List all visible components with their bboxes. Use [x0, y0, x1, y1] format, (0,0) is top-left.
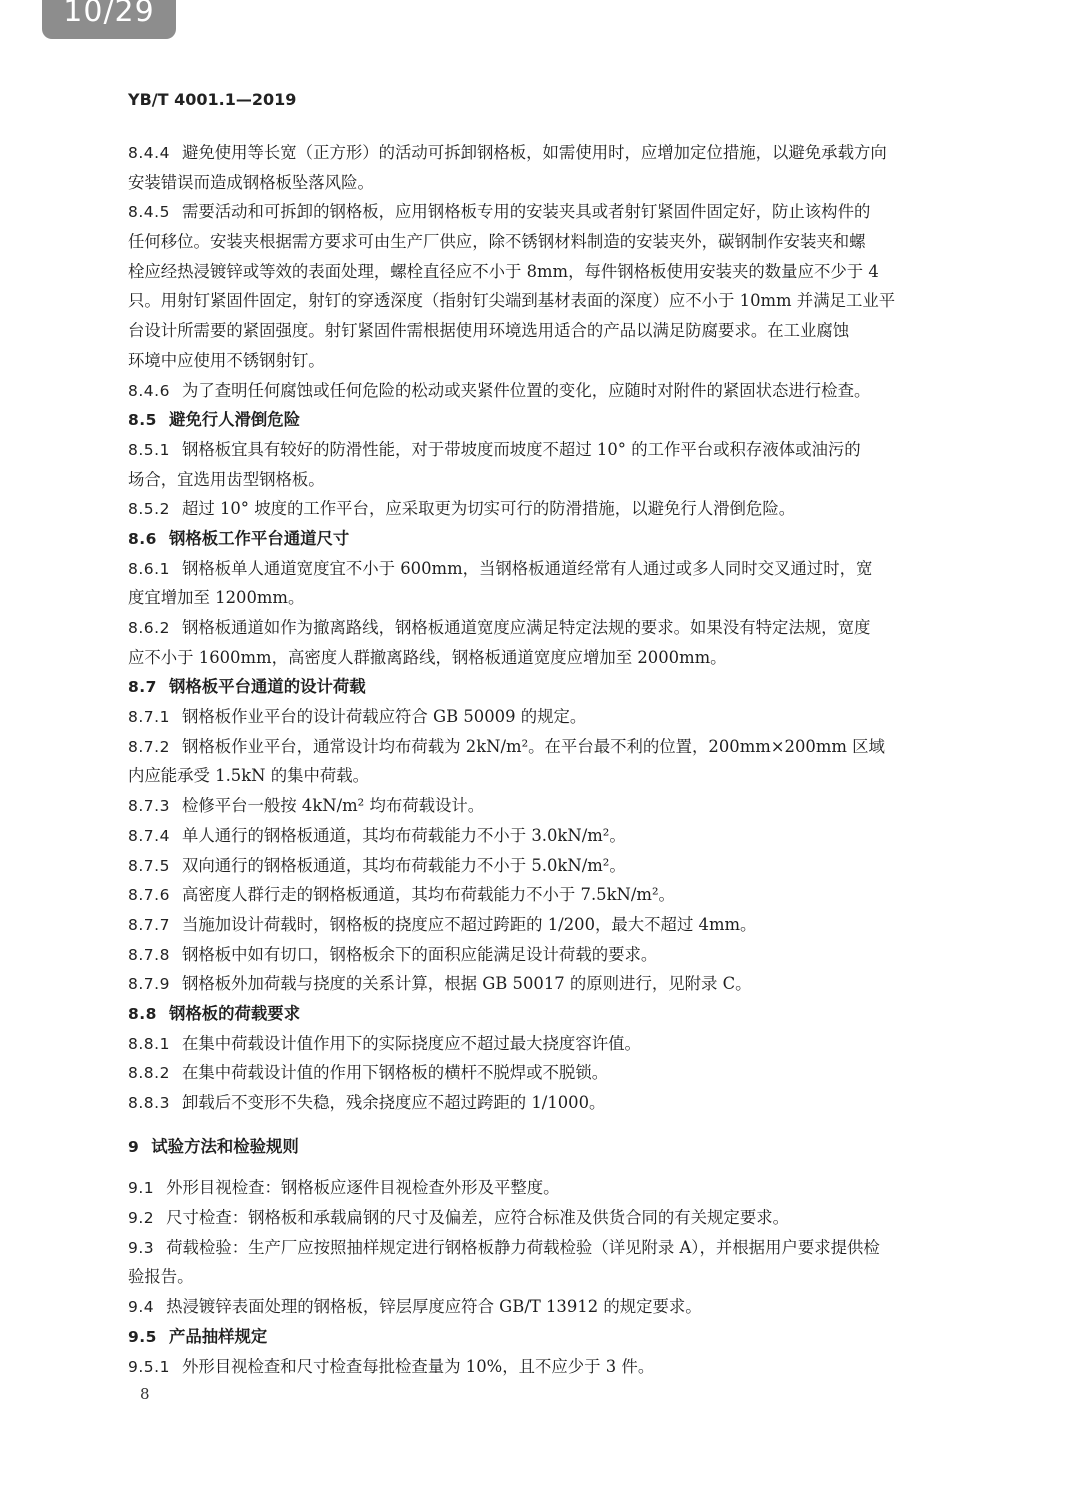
clause-text: 度宜增加至 1200mm。	[128, 588, 305, 608]
clause-text: 试验方法和检验规则	[151, 1136, 299, 1156]
clause-number: 8.6	[128, 529, 157, 548]
page-indicator: 10/29	[42, 0, 176, 39]
document-body	[128, 138, 984, 1381]
clause-text: 钢格板的荷载要求	[168, 1003, 301, 1023]
clause-number: 9.2	[128, 1209, 155, 1228]
section-heading	[128, 672, 984, 702]
clause-text: 场合，宜选用齿型钢格板。	[128, 469, 325, 489]
clause-text: 钢格板中如有切口，钢格板余下的面积应能满足设计荷载的要求。	[181, 944, 658, 964]
text-line	[128, 465, 984, 495]
clause-number: 9.5	[128, 1327, 157, 1346]
clause-number: 8.7.1	[128, 708, 170, 727]
text-line	[128, 168, 984, 198]
clause-number: 8.8.3	[128, 1094, 170, 1112]
clause-number: 8.5.2	[128, 500, 170, 519]
clause-number: 8.4.6	[128, 381, 170, 400]
text-line	[128, 1233, 984, 1263]
section-heading	[128, 999, 984, 1029]
text-line	[128, 702, 984, 732]
clause-text: 热浸镀锌表面处理的钢格板，锌层厚度应符合 GB/T 13912 的规定要求。	[166, 1297, 702, 1317]
clause-text: 栓应经热浸镀锌或等效的表面处理，螺栓直径应不小于 8mm，每件钢格板使用安装夹的数量应不少于 4	[128, 261, 879, 281]
page-number: 8	[140, 1385, 150, 1403]
clause-text: 钢格板作业平台的设计荷载应符合 GB 50009 的规定。	[181, 707, 587, 727]
clause-text: 尺寸检查：钢格板和承载扁钢的尺寸及偏差，应符合标准及供货合同的有关规定要求。	[166, 1208, 789, 1228]
text-line	[128, 1203, 984, 1233]
clause-number: 8.7.5	[128, 856, 170, 875]
clause-number: 8.8.1	[128, 1034, 170, 1053]
clause-text: 荷载检验：生产厂应按照抽样规定进行钢格板静力荷载检验（详见附录 A），并根据用户要求提供检	[166, 1237, 880, 1257]
clause-text: 安装错误而造成钢格板坠落风险。	[128, 172, 374, 192]
clause-number: 8.7.6	[128, 886, 170, 905]
clause-number: 8.6.1	[128, 559, 170, 578]
text-line	[128, 1262, 984, 1292]
text-line	[128, 643, 984, 673]
text-line	[128, 1352, 984, 1382]
clause-text: 验报告。	[128, 1267, 194, 1287]
clause-number: 8.8	[128, 1004, 157, 1023]
clause-text: 单人通行的钢格板通道，其均布荷载能力不小于 3.0kN/m²。	[181, 825, 626, 845]
clause-number: 9.5.1	[128, 1357, 170, 1376]
section-heading	[128, 524, 984, 554]
text-line	[128, 821, 984, 851]
clause-text: 钢格板外加荷载与挠度的关系计算，根据 GB 50017 的原则进行，见附录 C。	[181, 974, 752, 994]
clause-text: 检修平台一般按 4kN/m² 均布荷载设计。	[181, 796, 485, 816]
clause-number: 8.7.7	[128, 915, 170, 934]
clause-text: 钢格板平台通道的设计荷载	[168, 677, 366, 697]
section-heading	[128, 405, 984, 435]
text-line	[128, 1173, 984, 1203]
text-line	[128, 554, 984, 584]
clause-number: 8.7.3	[128, 797, 170, 816]
text-line	[128, 969, 984, 999]
text-line	[128, 286, 984, 316]
text-line	[128, 1292, 984, 1322]
clause-text: 产品抽样规定	[168, 1326, 268, 1346]
clause-text: 台设计所需要的紧固强度。射钉紧固件需根据使用环境选用适合的产品以满足防腐要求。在工业腐蚀	[128, 321, 850, 341]
clause-text: 需要活动和可拆卸的钢格板，应用钢格板专用的安装夹具或者射钉紧固件固定好，防止该构件的	[181, 202, 871, 222]
text-line	[128, 732, 984, 762]
clause-text: 钢格板作业平台，通常设计均布荷载为 2kN/m²。在平台最不利的位置，200mm×200mm 区域	[181, 736, 885, 756]
clause-number: 9.4	[128, 1298, 155, 1317]
text-line	[128, 1058, 984, 1088]
text-line	[128, 791, 984, 821]
clause-text: 卸载后不变形不失稳，残余挠度应不超过跨距的 1/1000。	[181, 1093, 606, 1112]
text-line	[128, 316, 984, 346]
text-line	[128, 761, 984, 791]
clause-text: 任何移位。安装夹根据需方要求可由生产厂供应，除不锈钢材料制造的安装夹外，碳钢制作安装夹和螺	[128, 232, 866, 252]
text-line	[128, 910, 984, 940]
text-line	[128, 435, 984, 465]
standard-code: YB/T 4001.1—2019	[128, 90, 297, 109]
text-line	[128, 880, 984, 910]
clause-text: 外形目视检查：钢格板应逐件目视检查外形及平整度。	[166, 1178, 560, 1198]
section-heading	[128, 1322, 984, 1352]
clause-text: 钢格板宜具有较好的防滑性能，对于带坡度而坡度不超过 10° 的工作平台或积存液体或油污的	[181, 439, 861, 459]
clause-number: 8.5	[128, 411, 157, 430]
text-line	[128, 940, 984, 970]
clause-number: 9.1	[128, 1179, 155, 1198]
clause-number: 8.7.4	[128, 826, 170, 845]
text-line	[128, 851, 984, 881]
clause-number: 8.5.1	[128, 440, 170, 459]
clause-text: 高密度人群行走的钢格板通道，其均布荷载能力不小于 7.5kN/m²。	[181, 885, 675, 905]
text-line	[128, 494, 984, 524]
chapter-heading	[128, 1132, 984, 1162]
clause-text: 在集中荷载设计值的作用下钢格板的横杆不脱焊或不脱锁。	[181, 1063, 609, 1083]
clause-number: 9	[128, 1137, 140, 1156]
clause-number: 8.8.2	[128, 1064, 170, 1083]
text-line	[128, 613, 984, 643]
clause-number: 8.7	[128, 678, 157, 697]
clause-number: 8.4.4	[128, 144, 170, 162]
clause-text: 内应能承受 1.5kN 的集中荷载。	[128, 766, 370, 786]
clause-text: 当施加设计荷载时，钢格板的挠度应不超过跨距的 1/200，最大不超过 4mm。	[181, 914, 757, 934]
text-line	[128, 376, 984, 406]
clause-text: 环境中应使用不锈钢射钉。	[128, 350, 325, 370]
clause-text: 避免行人滑倒危险	[168, 410, 301, 430]
clause-text: 只。用射钉紧固件固定，射钉的穿透深度（指射钉尖端到基材表面的深度）应不小于 10mm 并满足工业平	[128, 291, 896, 311]
text-line	[128, 583, 984, 613]
clause-text: 在集中荷载设计值作用下的实际挠度应不超过最大挠度容许值。	[181, 1033, 641, 1053]
clause-text: 钢格板通道如作为撤离路线，钢格板通道宽度应满足特定法规的要求。如果没有特定法规，宽度	[181, 618, 871, 637]
clause-number: 8.7.9	[128, 975, 170, 994]
text-line	[128, 227, 984, 257]
clause-number: 8.4.5	[128, 203, 170, 222]
clause-text: 钢格板单人通道宽度宜不小于 600mm，当钢格板通道经常有人通过或多人同时交叉通过时，宽	[181, 558, 873, 578]
text-line	[128, 1029, 984, 1059]
clause-text: 钢格板工作平台通道尺寸	[168, 528, 350, 548]
clause-number: 8.6.2	[128, 619, 170, 637]
clause-text: 为了查明任何腐蚀或任何危险的松动或夹紧件位置的变化，应随时对附件的紧固状态进行检查。	[181, 380, 871, 400]
clause-text: 外形目视检查和尺寸检查每批检查量为 10%，且不应少于 3 件。	[181, 1356, 655, 1376]
text-line	[128, 346, 984, 376]
text-line	[128, 197, 984, 227]
clause-text: 避免使用等长宽（正方形）的活动可拆卸钢格板，如需使用时，应增加定位措施，以避免承载方向	[181, 143, 887, 162]
text-line	[128, 138, 984, 168]
clause-text: 超过 10° 坡度的工作平台，应采取更为切实可行的防滑措施，以避免行人滑倒危险。	[181, 499, 796, 519]
clause-text: 双向通行的钢格板通道，其均布荷载能力不小于 5.0kN/m²。	[181, 855, 626, 875]
clause-number: 9.3	[128, 1238, 155, 1257]
text-line	[128, 257, 984, 287]
clause-number: 8.7.8	[128, 945, 170, 964]
text-line	[128, 1088, 984, 1118]
clause-text: 应不小于 1600mm，高密度人群撤离路线，钢格板通道宽度应增加至 2000mm。	[128, 647, 727, 667]
clause-number: 8.7.2	[128, 737, 170, 756]
